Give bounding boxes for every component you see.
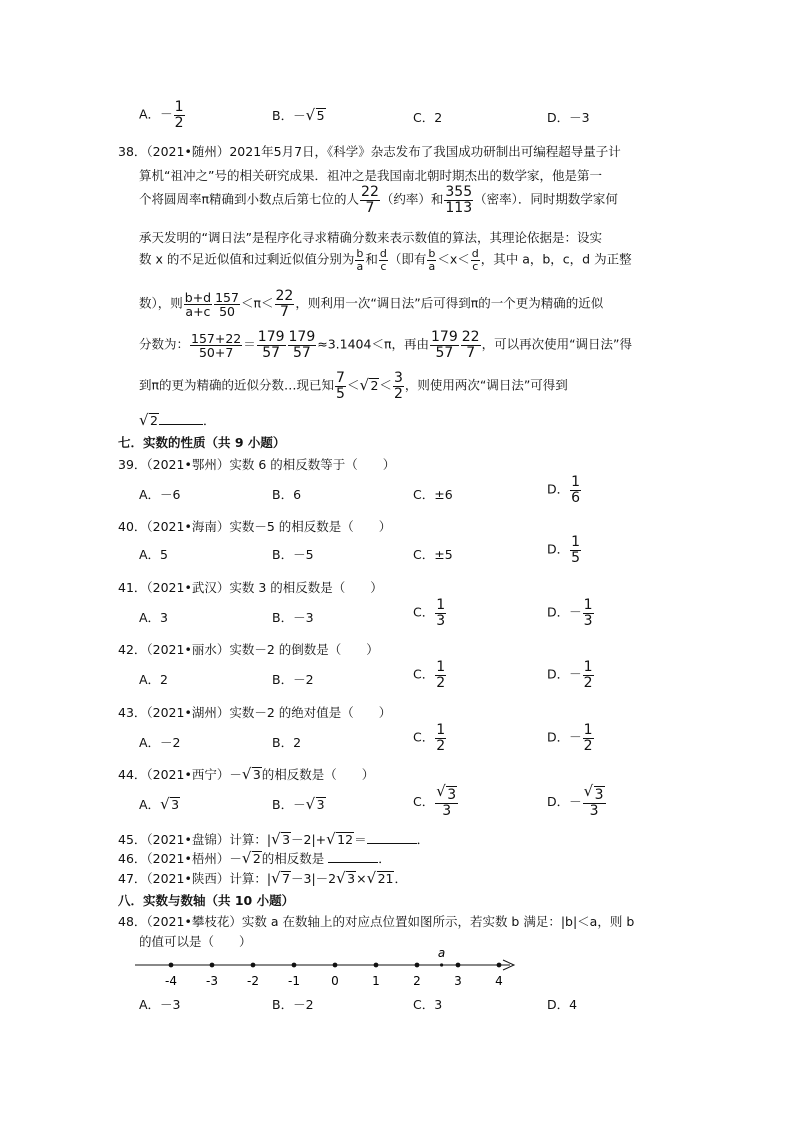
q42-option-d: D．－ $\frac{1}{2}$	[547, 659, 593, 691]
q38-line-1: 38．（2021•随州）2021年5月7日，《科学》杂志发布了我国成功研制出可编程超导量子计	[118, 144, 621, 159]
tick-label: -2	[247, 974, 259, 988]
q42-option-c: C． $\frac{1}{2}$	[413, 659, 446, 691]
q43-option-c: C． $\frac{1}{2}$	[413, 722, 446, 754]
q39-option-d: D． $\frac{1}{6}$	[547, 474, 581, 506]
q37-option-c: C．2	[413, 110, 443, 125]
tick-dot	[415, 963, 420, 968]
tick-label: 3	[454, 974, 462, 988]
q38-line-2: 算机“祖冲之”号的相关研究成果．祖冲之是我国南北朝时期杰出的数学家，他是第一	[139, 168, 602, 183]
q44-option-c: C． √ $\frac{3}{3}$	[413, 786, 459, 819]
q44-option-d: D．－ √ $\frac{3}{3}$	[547, 786, 607, 819]
q41-stem: 41．（2021•武汉）实数 3 的相反数是（ ）	[118, 580, 383, 595]
tick-dot	[456, 963, 461, 968]
tick-label: 4	[495, 974, 503, 988]
tick-label: -4	[165, 974, 177, 988]
q38-line-5: 数 x 的不足近似值和过剩近似值分别为 $\frac{b}{a}$ 和 $\frac{d}{c}$ （即有 $\frac{b}{a}$ ＜x＜ $\frac{d}{c}$ ，其中 a，b，c，d 为正整	[139, 247, 632, 273]
tick-dot	[333, 963, 338, 968]
q44-option-b: B．－√ 3	[272, 795, 326, 813]
tick-dot	[210, 963, 215, 968]
q48-option-c: C．3	[413, 997, 443, 1012]
q41-option-a: A．3	[139, 610, 169, 625]
q38-line-7: 分数为： $\frac{157+22}{50+7}$ ＝ $\frac{179}{57}$ $\frac{179}{57}$ ≈3.1404＜π，再由 $\frac{179}{57}$ $\frac{22}{7}$ ，可以再次使用“调日法”得	[139, 329, 633, 361]
q40-option-b: B．－5	[272, 547, 314, 562]
q48-line-1: 48．（2021•攀枝花）实数 a 在数轴上的对应点位置如图所示，若实数 b 满足：|b|＜a，则 b	[118, 914, 635, 929]
q43-option-a: A．－2	[139, 735, 181, 750]
q38-line-9: √ 2 ．	[139, 411, 215, 429]
q43-option-b: B．2	[272, 735, 302, 750]
tick-label: 2	[413, 974, 421, 988]
q43-stem: 43．（2021•湖州）实数－2 的绝对值是（ ）	[118, 705, 392, 720]
tick-label: -1	[288, 974, 300, 988]
point-a-label: a	[437, 946, 446, 960]
q41-option-b: B．－3	[272, 610, 314, 625]
q44-option-a: A．√ 3	[139, 795, 180, 813]
number-line	[130, 945, 530, 995]
q44-stem: 44．（2021•西宁）－√ 3的相反数是（ ）	[118, 765, 374, 783]
q42-option-a: A．2	[139, 672, 169, 687]
q39-stem: 39．（2021•鄂州）实数 6 的相反数等于（ ）	[118, 457, 396, 472]
q42-option-b: B．－2	[272, 672, 314, 687]
tick-dot	[251, 963, 256, 968]
q39-option-c: C．±6	[413, 487, 453, 502]
tick-label: 1	[372, 974, 380, 988]
q37-option-a: A．－ $\frac{1}{2}$	[139, 99, 184, 131]
q45: 45．（2021•盘锦）计算：|√ 3－2|+√ 12＝ ．	[118, 830, 429, 848]
point-a	[440, 963, 443, 966]
q38-line-4: 承天发明的“调日法”是程序化寻求精确分数来表示数值的算法，其理论依据是：设实	[139, 230, 602, 245]
q48-option-b: B．－2	[272, 997, 314, 1012]
q40-option-c: C．±5	[413, 547, 453, 562]
q39-option-b: B．6	[272, 487, 302, 502]
q46: 46．（2021•梧州）－√ 2的相反数是 ．	[118, 849, 391, 867]
tick-dot	[292, 963, 297, 968]
q41-option-c: C． $\frac{1}{3}$	[413, 597, 446, 629]
q38-line-8: 到π的更为精确的近似分数…现已知 $\frac{7}{5}$ ＜√ 2＜ $\frac{3}{2}$ ，则使用两次“调日法”可得到	[139, 371, 568, 401]
q40-stem: 40．（2021•海南）实数－5 的相反数是（ ）	[118, 519, 392, 534]
q41-option-d: D．－ $\frac{1}{3}$	[547, 597, 593, 629]
tick-label: 0	[331, 974, 339, 988]
tick-dot	[169, 963, 174, 968]
q42-stem: 42．（2021•丽水）实数－2 的倒数是（ ）	[118, 642, 379, 657]
q40-option-a: A．5	[139, 547, 169, 562]
q37-option-b: B．－√ 5	[272, 106, 326, 124]
q48-line-2: 的值可以是（ ）	[139, 934, 252, 949]
q37-option-d: D．－3	[547, 110, 590, 125]
tick-dot	[374, 963, 379, 968]
q48-option-a: A．－3	[139, 997, 181, 1012]
tick-label: -3	[206, 974, 218, 988]
section-7-heading: 七．实数的性质（共 9 小题）	[118, 435, 286, 450]
tick-dot	[497, 963, 502, 968]
q39-option-a: A．－6	[139, 487, 181, 502]
q48-option-d: D．4	[547, 997, 578, 1012]
q47: 47．（2021•陕西）计算：|√ 7－3|－2√ 3×√ 21．	[118, 869, 407, 887]
q43-option-d: D．－ $\frac{1}{2}$	[547, 722, 593, 754]
q38-line-3: 个将圆周率π精确到小数点后第七位的人 $\frac{22}{7}$ （约率）和 $\frac{355}{113}$ （密率）．同时期数学家何	[139, 184, 618, 216]
q38-line-6: 数），则 $\frac{b+d}{a+c}$ $\frac{157}{50}$ ＜π＜ $\frac{22}{7}$ ，则利用一次“调日法”后可得到π的一个更为精确的近似	[139, 288, 604, 320]
q40-option-d: D． $\frac{1}{5}$	[547, 534, 581, 566]
section-8-heading: 八．实数与数轴（共 10 小题）	[118, 893, 295, 908]
